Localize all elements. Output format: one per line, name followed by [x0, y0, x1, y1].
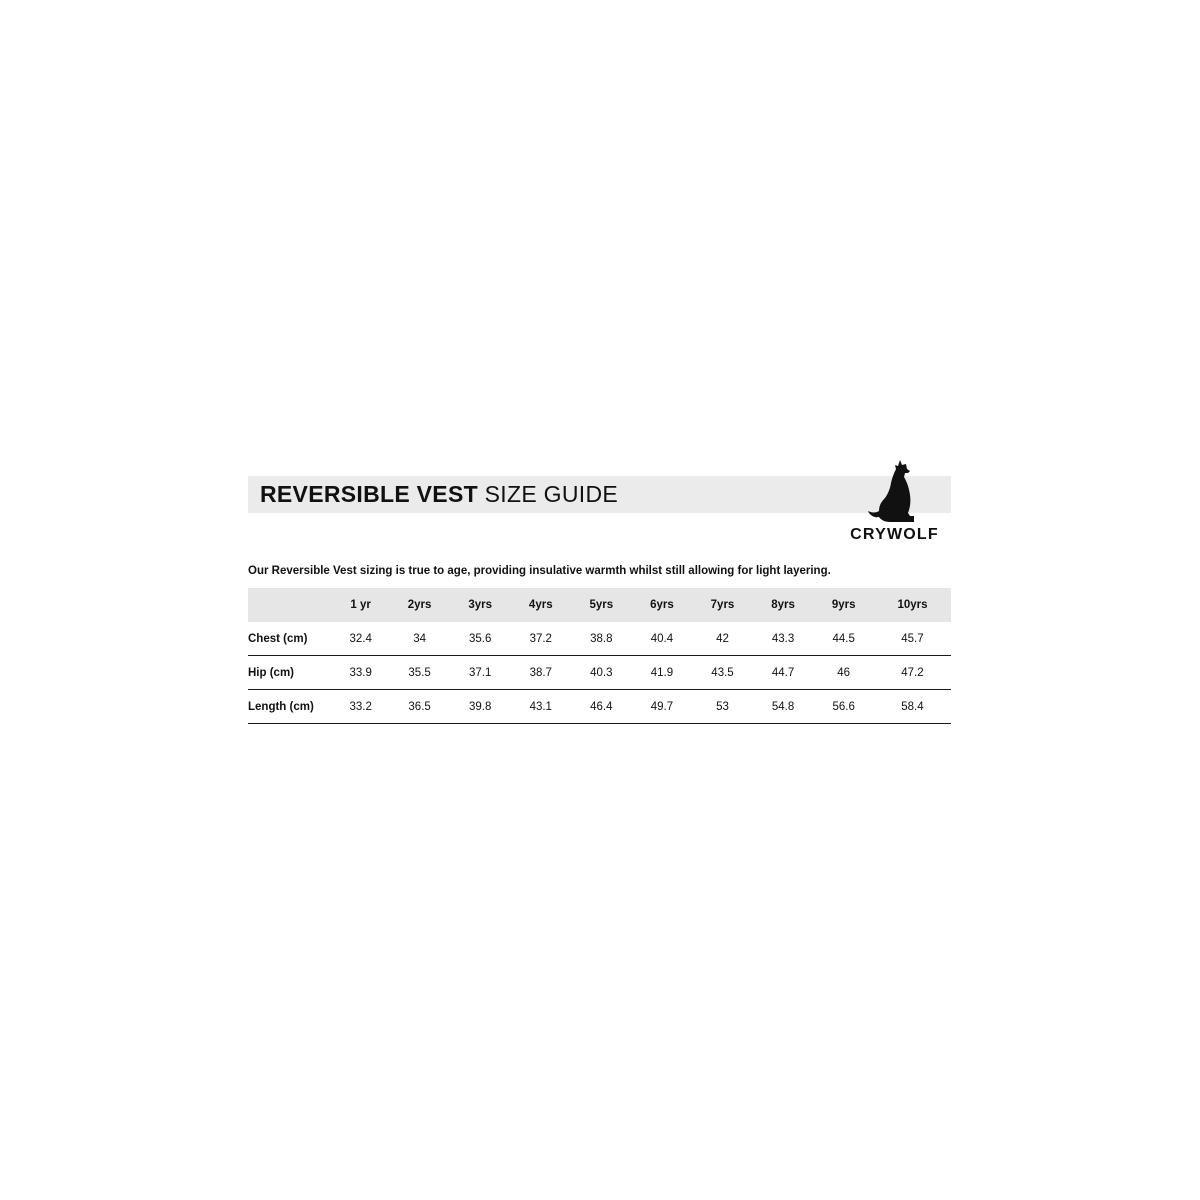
table-cell: 33.9	[332, 656, 389, 690]
table-row	[248, 622, 951, 656]
table-cell: 56.6	[813, 690, 874, 724]
table-cell: 54.8	[753, 690, 814, 724]
table-cell: 38.7	[510, 656, 571, 690]
size-guide	[248, 456, 951, 726]
table-cell: 33.2	[332, 690, 389, 724]
brand-name: CRYWOLF	[838, 526, 951, 544]
table-cell: 37.1	[450, 656, 511, 690]
table-cell: 43.3	[753, 622, 814, 656]
row-label: Chest (cm)	[248, 622, 332, 656]
col-header: 10yrs	[897, 599, 928, 611]
col-header: 8yrs	[771, 599, 795, 611]
col-header: 3yrs	[468, 599, 493, 611]
header-corner	[248, 588, 332, 622]
table-cell: 37.2	[510, 622, 571, 656]
col-header: 5yrs	[589, 599, 614, 611]
table-cell: 45.7	[874, 622, 951, 656]
title-suffix: SIZE GUIDE	[484, 481, 618, 507]
table-row	[248, 656, 951, 690]
table-cell: 43.1	[510, 690, 571, 724]
col-header: 9yrs	[831, 599, 856, 611]
table-cell: 41.9	[632, 656, 693, 690]
page-title	[260, 476, 618, 513]
table-cell: 39.8	[450, 690, 511, 724]
table-cell: 47.2	[874, 656, 951, 690]
col-header: 1 yr	[350, 599, 371, 611]
table-cell: 35.6	[450, 622, 511, 656]
table-cell: 34	[389, 622, 450, 656]
table-cell: 53	[692, 690, 753, 724]
col-header: 2yrs	[407, 599, 432, 611]
col-header: 6yrs	[650, 599, 674, 611]
table-cell: 35.5	[389, 656, 450, 690]
table-cell: 38.8	[571, 622, 632, 656]
brand-logo	[838, 456, 951, 551]
table-cell: 40.3	[571, 656, 632, 690]
intro-text: Our Reversible Vest sizing is true to age, providing insulative warmth whilst still allowing for light layering.	[248, 565, 831, 577]
row-label: Length (cm)	[248, 690, 332, 724]
howling-wolf-icon	[866, 458, 924, 524]
table-header-row	[248, 588, 951, 622]
table-cell: 46	[813, 656, 874, 690]
table-cell: 46.4	[571, 690, 632, 724]
table-cell: 49.7	[632, 690, 693, 724]
table-cell: 43.5	[692, 656, 753, 690]
table-cell: 36.5	[389, 690, 450, 724]
table-cell: 40.4	[632, 622, 693, 656]
row-label: Hip (cm)	[248, 656, 332, 690]
col-header: 7yrs	[710, 599, 735, 611]
table-row	[248, 690, 951, 724]
table-cell: 44.7	[753, 656, 814, 690]
table-cell: 32.4	[332, 622, 389, 656]
table-cell: 42	[692, 622, 753, 656]
title-product: REVERSIBLE VEST	[260, 481, 478, 507]
table-cell: 44.5	[813, 622, 874, 656]
col-header: 4yrs	[528, 599, 553, 611]
size-table	[248, 588, 951, 724]
table-cell: 58.4	[874, 690, 951, 724]
